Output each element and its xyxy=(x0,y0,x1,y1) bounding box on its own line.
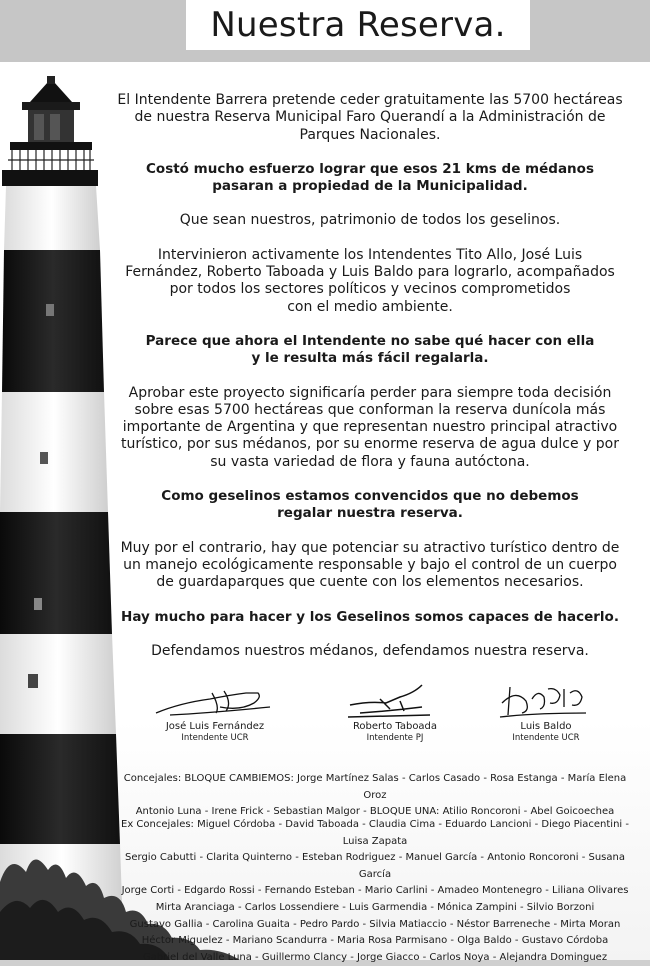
signature-role: Intendente UCR xyxy=(181,733,249,743)
signature-name: Roberto Taboada xyxy=(352,721,438,732)
paragraph-line: importante de Argentina y que representan nuestro principal atractivo xyxy=(122,419,618,436)
paragraph-line: Hay mucho para hacer y los Geselinos somos capaces de hacerlo. xyxy=(121,608,619,625)
paragraph-line: Aprobar este proyecto significaría perder para siempre toda decisión xyxy=(128,384,612,401)
paragraph-line: de nuestra Reserva Municipal Faro Querandí a la Administración de xyxy=(134,109,606,126)
statement-body xyxy=(100,92,640,677)
paragraph-line: Parques Nacionales. xyxy=(299,126,441,143)
statement-paragraph xyxy=(100,161,640,196)
statement-paragraph xyxy=(100,643,640,660)
paragraph-line: Costó mucho esfuerzo lograr que esos 21 kms de médanos xyxy=(146,160,594,177)
paragraph-line: por todos los sectores políticos y vecinos comprometidos xyxy=(169,281,571,298)
title-box xyxy=(186,0,530,50)
signature-role: Intendente PJ xyxy=(366,733,424,743)
signature-mark xyxy=(330,683,460,721)
paragraph-line: turístico, por sus médanos, por su enorme reserva de agua dulce y por xyxy=(120,436,619,453)
title-band xyxy=(0,0,650,62)
concejales-list xyxy=(118,771,632,821)
paragraph-line: su vasta variedad de flora y fauna autóctona. xyxy=(210,453,530,470)
paragraph-line: y le resulta más fácil regalarla. xyxy=(251,350,489,367)
page-title: Nuestra Reserva. xyxy=(210,5,506,45)
paragraph-line: Que sean nuestros, patrimonio de todos los geselinos. xyxy=(179,212,561,229)
paragraph-line: Intervinieron activamente los Intendentes Tito Allo, José Luis xyxy=(157,246,583,263)
paragraph-line: Como geselinos estamos convencidos que no debemos xyxy=(161,488,579,505)
signature-block xyxy=(330,683,460,744)
paragraph-line: El Intendente Barrera pretende ceder gratuitamente las 5700 hectáreas xyxy=(117,92,623,108)
ex-concejales-line: Gabriel del Valle Luna - Guillermo Clancy - Jorge Giacco - Carlos Noya - Alejandra Dominguez xyxy=(142,951,608,963)
paragraph-line: Fernández, Roberto Taboada y Luis Baldo para lograrlo, acompañados xyxy=(125,264,615,281)
ex-concejales-line: Jorge Corti - Edgardo Rossi - Fernando Esteban - Mario Carlini - Amadeo Montenegro - Liliana Olivares xyxy=(121,885,629,897)
statement-paragraph xyxy=(100,385,640,471)
paragraph-line: pasaran a propiedad de la Municipalidad. xyxy=(212,178,528,195)
signature-name: José Luis Fernández xyxy=(165,721,265,732)
statement-paragraph xyxy=(100,247,640,316)
signature-mark xyxy=(486,683,606,721)
ex-concejales-line: Mirta Aranciaga - Carlos Lossendiere - Luis Garmendia - Mónica Zampini - Silvio Borzoni xyxy=(155,901,595,913)
signatures xyxy=(130,683,630,748)
paragraph-line: Muy por el contrario, hay que potenciar su atractivo turístico dentro de xyxy=(120,539,620,556)
signature-name: Luis Baldo xyxy=(520,721,572,732)
paragraph-line: regalar nuestra reserva. xyxy=(277,505,463,522)
ex-concejales-line: Héctor Miguelez - Mariano Scandurra - Maria Rosa Parmisano - Olga Baldo - Gustavo Córdoba xyxy=(141,935,609,947)
statement-paragraph xyxy=(100,333,640,368)
signature-role: Intendente UCR xyxy=(512,733,580,743)
statement-paragraph xyxy=(100,609,640,626)
signature-block xyxy=(486,683,606,744)
paragraph-line: Defendamos nuestros médanos, defendamos nuestra reserva. xyxy=(151,642,589,659)
statement-paragraph xyxy=(100,540,640,592)
signature-block xyxy=(150,683,280,744)
paragraph-line: Parece que ahora el Intendente no sabe qué hacer con ella xyxy=(145,332,595,349)
ex-concejales-list xyxy=(118,817,632,966)
statement-paragraph xyxy=(100,92,640,144)
ex-concejales-line: Ex Concejales: Miguel Córdoba - David Taboada - Claudia Cima - Eduardo Lancioni - Diego Piacentini - Luisa Zapata xyxy=(121,819,629,847)
ex-concejales-line: Gustavo Gallia - Carolina Guaita - Pedro Pardo - Silvia Matiaccio - Néstor Barreneche - Mirta Moran xyxy=(129,918,621,930)
concejales-line: Antonio Luna - Irene Frick - Sebastian Malgor - BLOQUE UNA: Atilio Roncoroni - Abel Goicoechea xyxy=(135,806,615,818)
statement-paragraph xyxy=(100,488,640,523)
statement-paragraph xyxy=(100,212,640,229)
paragraph-line: sobre esas 5700 hectáreas que conforman la reserva dunícola más xyxy=(134,401,606,418)
paragraph-line: con el medio ambiente. xyxy=(287,298,453,315)
concejales-line: Concejales: BLOQUE CAMBIEMOS: Jorge Martínez Salas - Carlos Casado - Rosa Estanga - María Elena Oroz xyxy=(123,773,627,801)
signature-mark xyxy=(150,683,280,721)
paragraph-line: un manejo ecológicamente responsable y bajo el control de un cuerpo xyxy=(123,556,617,573)
ex-concejales-line: Sergio Cabutti - Clarita Quinterno - Esteban Rodriguez - Manuel García - Antonio Roncoroni - Susana García xyxy=(125,852,625,880)
paragraph-line: de guardaparques que cuente con los elementos necesarios. xyxy=(156,574,584,591)
